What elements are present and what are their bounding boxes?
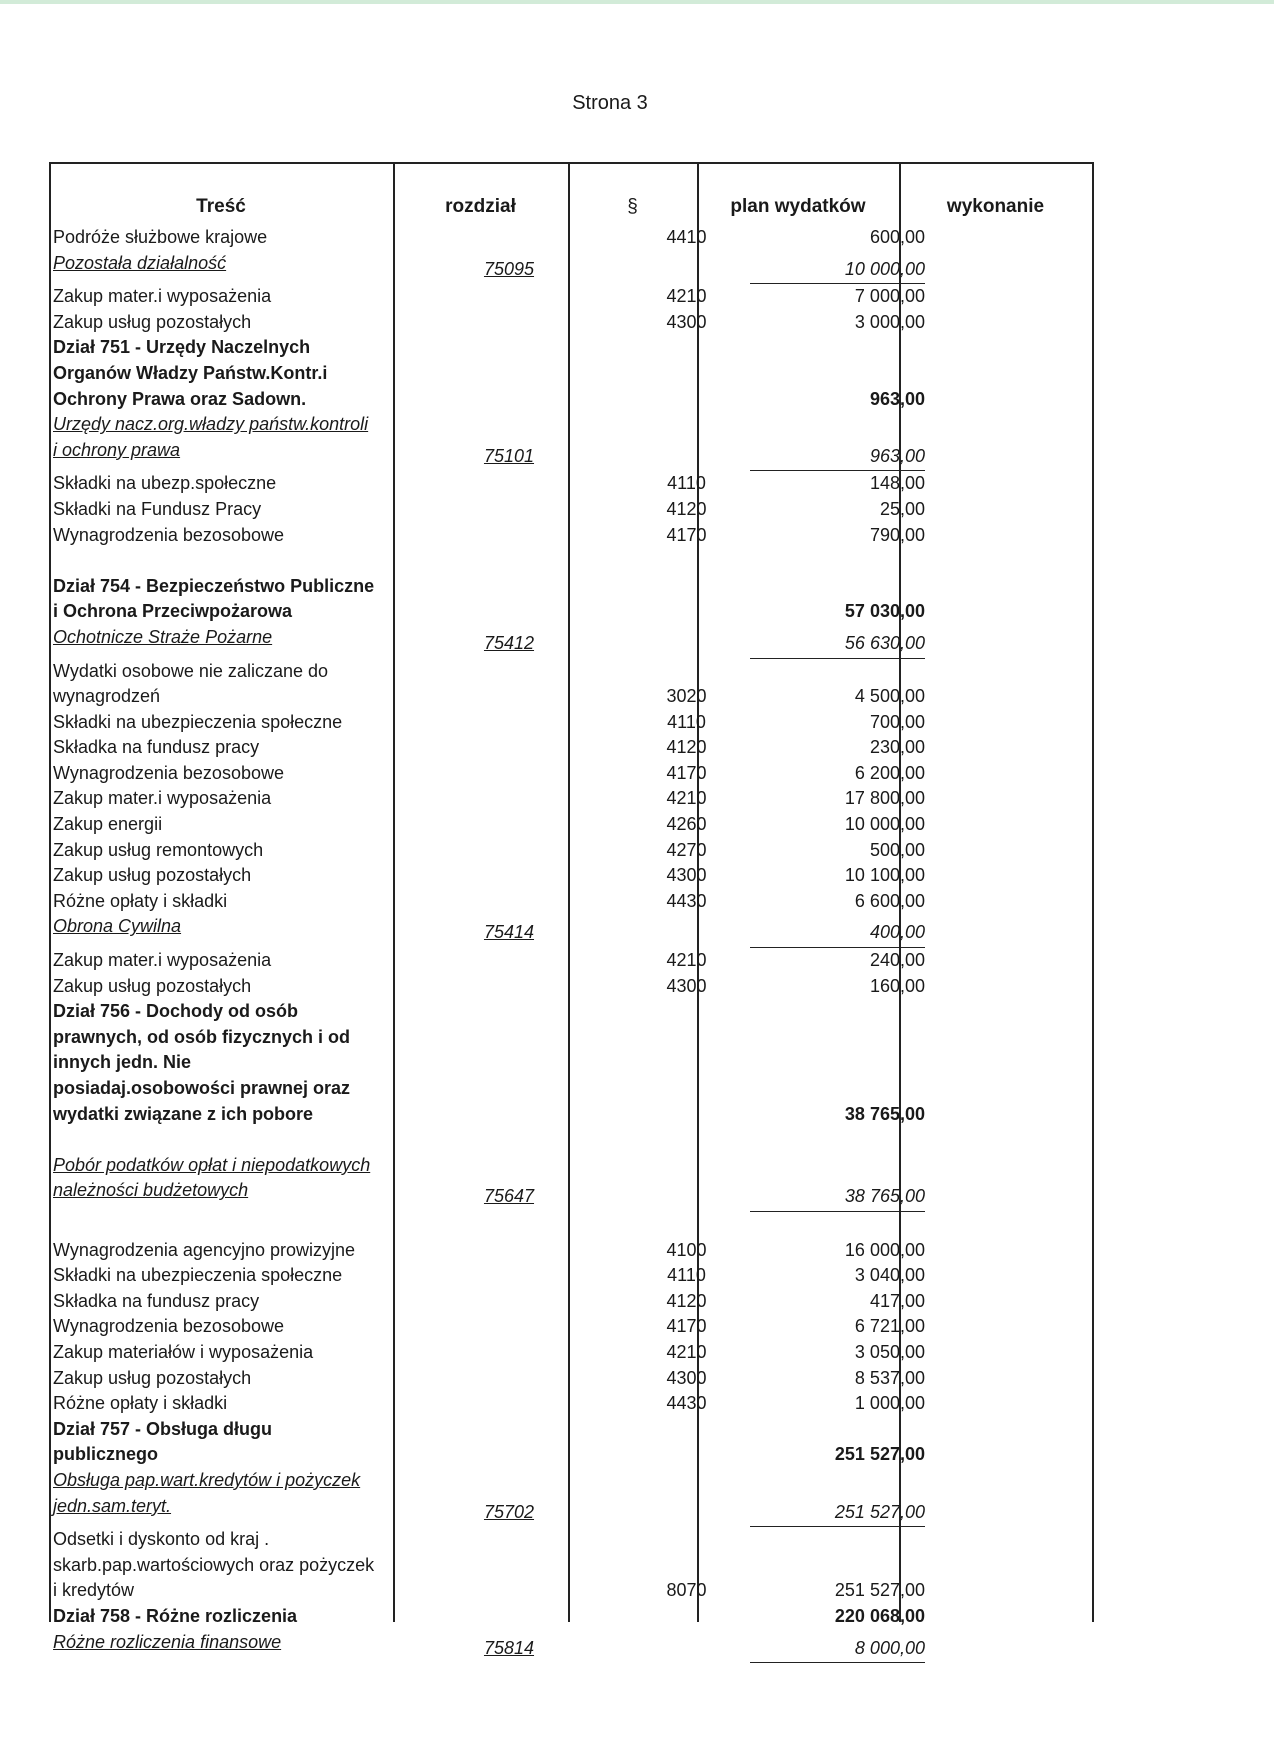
row-plan-value: 16 000,00	[844, 1239, 925, 1260]
row-description-line: Składki na ubezpieczenia społeczne	[53, 711, 343, 732]
row-paragraf: 4300	[666, 865, 707, 886]
row-description	[53, 251, 398, 277]
row-description	[53, 1468, 398, 1519]
table-row	[49, 838, 1094, 864]
row-paragraf: 4170	[666, 762, 707, 783]
row-plan-value: 3 040,00	[854, 1265, 925, 1286]
row-plan-value: 417,00	[869, 1290, 925, 1311]
table-row	[49, 1314, 1094, 1340]
row-rozdzial: 75647	[483, 1186, 535, 1207]
row-description-line: Obsługa pap.wart.kredytów i pożyczek	[53, 1469, 361, 1490]
row-description	[53, 1630, 398, 1656]
row-plan-value	[709, 920, 925, 948]
table-row	[49, 948, 1094, 974]
row-description-line: Zakup usług remontowych	[53, 839, 264, 860]
row-description	[53, 471, 398, 497]
row-plan-value: 700,00	[869, 711, 925, 732]
row-plan-value	[709, 1500, 925, 1528]
row-description-line: Zakup usług pozostałych	[53, 311, 252, 332]
row-description-line: Różne opłaty i składki	[53, 1393, 228, 1414]
header-wykonanie: wykonanie	[946, 196, 1045, 217]
row-plan-value: 7 000,00	[854, 286, 925, 307]
row-description-line: Zakup energii	[53, 814, 163, 835]
row-description-line: Składki na ubezp.społeczne	[53, 473, 277, 494]
row-plan-value: 251 527,00	[834, 1580, 925, 1601]
row-paragraf: 4210	[666, 1341, 707, 1362]
subtotal-amount: 963,00	[750, 444, 925, 472]
row-description	[53, 574, 398, 625]
row-paragraf: 4270	[666, 839, 707, 860]
row-description	[53, 786, 398, 812]
page-number: Strona 3	[572, 92, 648, 114]
row-description	[53, 1340, 398, 1366]
row-description-line: Podróże służbowe krajowe	[53, 227, 268, 247]
row-description-line: Zakup mater.i wyposażenia	[53, 286, 272, 307]
subtotal-amount: 56 630,00	[750, 631, 925, 659]
row-plan-value: 10 100,00	[844, 865, 925, 886]
row-description	[53, 999, 398, 1127]
row-paragraf: 4100	[666, 1239, 707, 1260]
table-row	[49, 625, 1094, 659]
table-row	[49, 1238, 1094, 1264]
row-plan-value	[709, 444, 925, 472]
row-description	[53, 659, 398, 710]
subtotal-amount: 8 000,00	[750, 1636, 925, 1664]
row-plan-value: 6 600,00	[854, 890, 925, 911]
table-row	[49, 812, 1094, 838]
table-row	[49, 1527, 1094, 1604]
row-rozdzial: 75814	[483, 1637, 535, 1658]
row-description-line: Różne opłaty i składki	[53, 890, 228, 911]
row-description-line: Składka na fundusz pracy	[53, 737, 260, 758]
row-description-line: Obrona Cywilna	[53, 916, 182, 937]
row-plan-value: 230,00	[869, 737, 925, 758]
table-row	[49, 548, 1094, 574]
table-row	[49, 1391, 1094, 1417]
row-description-line: Składki na ubezpieczenia społeczne	[53, 1265, 343, 1286]
row-paragraf: 4210	[666, 286, 707, 307]
row-paragraf: 4300	[666, 975, 707, 996]
row-plan-value	[709, 257, 925, 285]
row-plan-value: 3 000,00	[854, 311, 925, 332]
table-row	[49, 523, 1094, 549]
table-row	[49, 974, 1094, 1000]
scan-top-edge	[0, 0, 1274, 4]
row-description-line: Zakup usług pozostałych	[53, 1367, 252, 1388]
row-plan-value: 4 500,00	[854, 686, 925, 707]
row-description	[53, 812, 398, 838]
row-plan-value: 600,00	[869, 227, 925, 247]
row-paragraf: 4110	[667, 1265, 706, 1286]
table-row	[49, 1212, 1094, 1238]
table-row	[49, 914, 1094, 948]
row-description-line: prawnych, od osób fizycznych i od	[53, 1026, 351, 1047]
table-row	[49, 1263, 1094, 1289]
row-description-line: Zakup mater.i wyposażenia	[53, 950, 272, 971]
row-description-line: i ochrony prawa	[53, 439, 181, 460]
table-row	[49, 574, 1094, 625]
table-row	[49, 251, 1094, 285]
row-description-line: wynagrodzeń	[53, 686, 161, 707]
row-plan-value: 10 000,00	[844, 814, 925, 835]
row-description	[53, 1391, 398, 1417]
row-paragraf: 4210	[666, 950, 707, 971]
row-description-line: jedn.sam.teryt.	[53, 1495, 172, 1516]
row-description-line: Dział 751 - Urzędy Naczelnych	[53, 337, 311, 358]
row-paragraf: 4110	[667, 473, 706, 494]
row-plan-value: 500,00	[869, 839, 925, 860]
row-description-line: Dział 756 - Dochody od osób	[53, 1001, 299, 1022]
row-rozdzial: 75412	[483, 632, 535, 653]
row-description-line: Dział 754 - Bezpieczeństwo Publiczne	[53, 575, 375, 596]
row-paragraf: 4430	[666, 1393, 707, 1414]
table-row	[49, 659, 1094, 710]
row-paragraf: 4110	[667, 711, 706, 732]
row-description	[53, 1238, 398, 1264]
table-row	[49, 786, 1094, 812]
row-plan-value: 790,00	[869, 524, 925, 545]
row-description-line: Pobór podatków opłat i niepodatkowych	[53, 1154, 371, 1175]
row-plan-value: 963,00	[869, 388, 925, 409]
header-tresc: Treść	[196, 196, 246, 217]
row-description	[53, 523, 398, 549]
row-description-line: Zakup usług pozostałych	[53, 865, 252, 886]
row-description-line: i Ochrona Przeciwpożarowa	[53, 601, 293, 622]
header-rozdzial: rozdział	[445, 196, 516, 217]
row-description	[53, 710, 398, 736]
row-description	[53, 948, 398, 974]
row-plan-value: 3 050,00	[854, 1341, 925, 1362]
row-description-line: wydatki związane z ich pobore	[53, 1103, 314, 1124]
row-description-line: Ochrony Prawa oraz Sadown.	[53, 388, 307, 409]
row-description	[53, 863, 398, 889]
table-row	[49, 497, 1094, 523]
row-paragraf: 4300	[666, 311, 707, 332]
row-paragraf: 8070	[666, 1580, 707, 1601]
row-description-line: Pozostała działalność	[53, 252, 227, 273]
row-description-line: Ochotnicze Straże Pożarne	[53, 626, 273, 647]
row-paragraf: 4170	[666, 524, 707, 545]
row-rozdzial: 75101	[483, 445, 535, 466]
row-description-line: posiadaj.osobowości prawnej oraz	[53, 1078, 351, 1099]
subtotal-amount: 38 765,00	[750, 1184, 925, 1212]
table-row	[49, 889, 1094, 915]
row-rozdzial: 75414	[483, 922, 535, 943]
table-row	[49, 310, 1094, 336]
row-rozdzial: 75095	[483, 258, 535, 279]
row-description	[53, 1366, 398, 1392]
table-row	[49, 1604, 1094, 1630]
row-paragraf: 3020	[666, 686, 707, 707]
row-description	[53, 310, 398, 336]
header-paragraf: §	[627, 196, 638, 217]
row-description-line: Różne rozliczenia finansowe	[53, 1631, 282, 1652]
table-row	[49, 761, 1094, 787]
row-plan-value: 38 765,00	[844, 1103, 925, 1124]
row-plan-value: 1 000,00	[854, 1393, 925, 1414]
row-plan-value	[709, 631, 925, 659]
row-plan-value: 220 068,00	[834, 1605, 925, 1626]
row-description	[53, 497, 398, 523]
table-row	[49, 1630, 1094, 1664]
row-description	[53, 735, 398, 761]
row-description-line: Dział 758 - Różne rozliczenia	[53, 1605, 298, 1626]
row-description-line: Składki na Fundusz Pracy	[53, 498, 262, 519]
row-paragraf: 4300	[666, 1367, 707, 1388]
row-description-line: Składka na fundusz pracy	[53, 1290, 260, 1311]
row-description	[53, 1263, 398, 1289]
table-row	[49, 471, 1094, 497]
table-row	[49, 1289, 1094, 1315]
row-description-line: Wynagrodzenia agencyjno prowizyjne	[53, 1239, 356, 1260]
row-plan-value: 57 030,00	[844, 601, 925, 622]
row-description	[53, 625, 398, 651]
table-row	[49, 1366, 1094, 1392]
row-description	[53, 335, 398, 412]
row-paragraf: 4120	[666, 1290, 707, 1311]
row-plan-value	[709, 1184, 925, 1212]
row-paragraf: 4210	[666, 788, 707, 809]
row-description	[53, 889, 398, 915]
row-description-line: Urzędy nacz.org.władzy państw.kontroli	[53, 414, 369, 435]
table-row	[49, 710, 1094, 736]
row-description	[53, 1417, 398, 1468]
row-plan-value: 240,00	[869, 950, 925, 971]
subtotal-amount: 251 527,00	[750, 1500, 925, 1528]
row-description-line: skarb.pap.wartościowych oraz pożyczek	[53, 1554, 375, 1575]
table-body	[49, 225, 1094, 1663]
row-description-line: publicznego	[53, 1444, 158, 1465]
row-description-line: Organów Władzy Państw.Kontr.i	[53, 362, 328, 383]
row-description-line: należności budżetowych	[53, 1180, 249, 1201]
row-description	[53, 1289, 398, 1315]
subtotal-amount: 10 000,00	[750, 257, 925, 285]
row-paragraf: 4260	[666, 814, 707, 835]
row-description	[53, 1527, 398, 1604]
table-top-border	[49, 162, 1094, 164]
subtotal-amount: 400,00	[750, 920, 925, 948]
row-description-line: Wynagrodzenia bezosobowe	[53, 524, 284, 545]
table-row	[49, 1417, 1094, 1468]
row-description-line: i kredytów	[53, 1580, 135, 1601]
row-description-line: Wynagrodzenia bezosobowe	[53, 762, 284, 783]
row-paragraf: 4120	[666, 498, 707, 519]
table-row	[49, 412, 1094, 471]
row-paragraf: 4120	[666, 737, 707, 758]
row-description-line: Wydatki osobowe nie zaliczane do	[53, 660, 328, 681]
table-row	[49, 1340, 1094, 1366]
table-row	[49, 225, 1094, 251]
row-rozdzial: 75702	[483, 1501, 535, 1522]
row-paragraf: 4430	[666, 890, 707, 911]
row-paragraf: 4170	[666, 1316, 707, 1337]
row-description-line: Zakup mater.i wyposażenia	[53, 788, 272, 809]
header-plan-wydatkow: plan wydatków	[730, 196, 866, 217]
row-description	[53, 761, 398, 787]
row-plan-value: 6 721,00	[854, 1316, 925, 1337]
row-plan-value: 160,00	[869, 975, 925, 996]
row-description	[53, 1604, 398, 1630]
row-description-line: Wynagrodzenia bezosobowe	[53, 1316, 284, 1337]
row-description	[53, 914, 398, 940]
table-row	[49, 284, 1094, 310]
row-plan-value: 148,00	[869, 473, 925, 494]
row-paragraf: 4410	[666, 227, 707, 247]
table-row	[49, 1127, 1094, 1153]
row-description	[53, 284, 398, 310]
row-description-line: Zakup usług pozostałych	[53, 975, 252, 996]
table-row	[49, 335, 1094, 412]
row-plan-value: 17 800,00	[844, 788, 925, 809]
row-description-line: Zakup materiałów i wyposażenia	[53, 1341, 314, 1362]
row-description	[53, 412, 398, 463]
row-description	[53, 225, 398, 251]
row-plan-value: 25,00	[879, 498, 925, 519]
row-description	[53, 838, 398, 864]
table-row	[49, 999, 1094, 1127]
row-description-line: innych jedn. Nie	[53, 1052, 192, 1073]
table-row	[49, 1468, 1094, 1527]
table-row	[49, 863, 1094, 889]
row-plan-value: 251 527,00	[834, 1444, 925, 1465]
table-row	[49, 735, 1094, 761]
row-plan-value	[709, 1636, 925, 1664]
row-description-line: Odsetki i dyskonto od kraj .	[53, 1529, 270, 1550]
row-description-line: Dział 757 - Obsługa długu	[53, 1418, 273, 1439]
row-description	[53, 1153, 398, 1204]
table-row	[49, 1153, 1094, 1212]
row-description	[53, 1314, 398, 1340]
row-description	[53, 974, 398, 1000]
row-plan-value: 8 537,00	[854, 1367, 925, 1388]
row-plan-value: 6 200,00	[854, 762, 925, 783]
